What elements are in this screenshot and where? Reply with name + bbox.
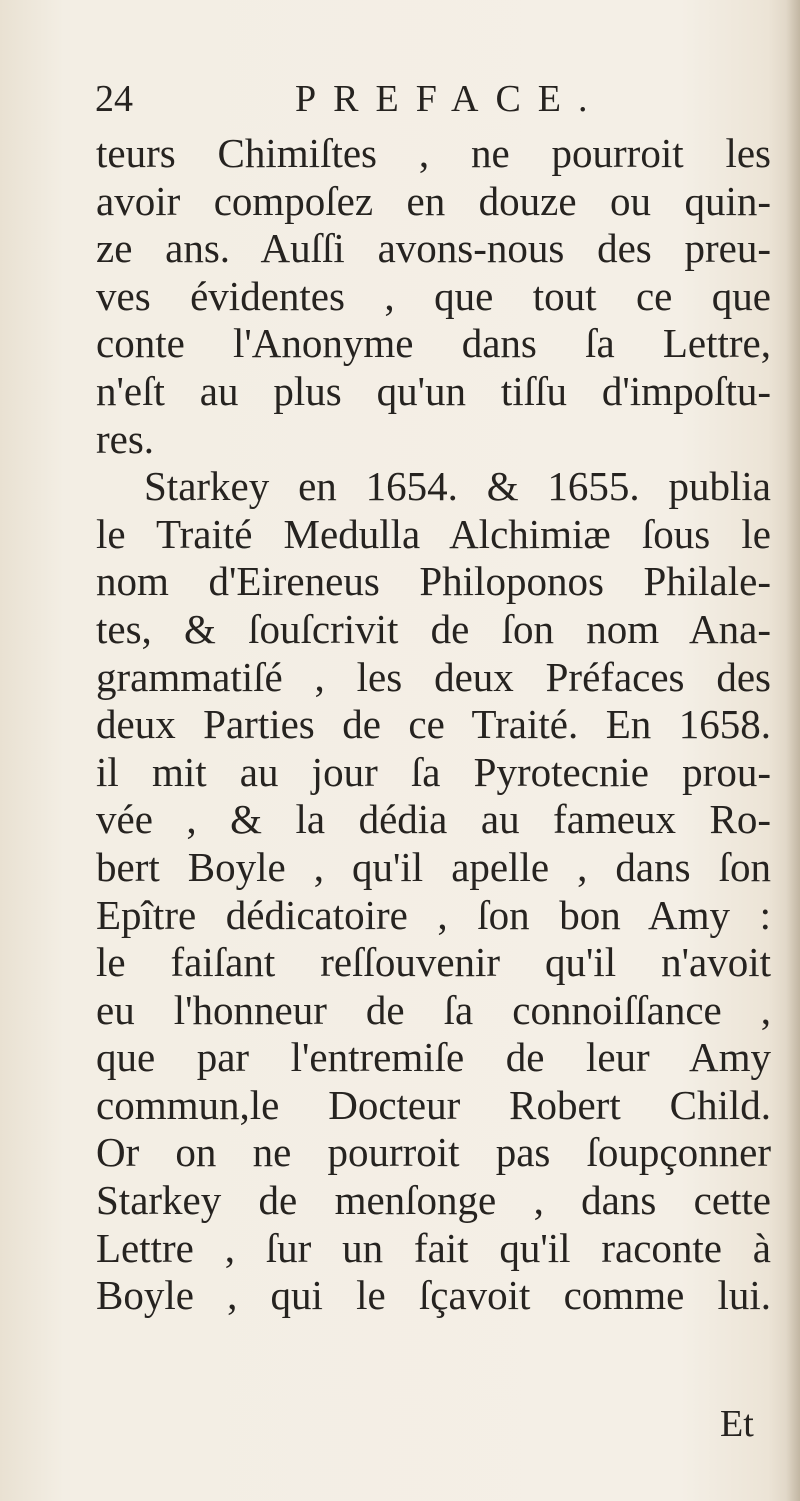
paragraph-first-line: Starkey en 1654. & 1655. publia — [144, 463, 771, 510]
text-line: bert Boyle , qu'il apelle , dans ſon — [96, 843, 771, 890]
text-line: le faiſant reſſouvenir qu'il n'avoit — [96, 939, 771, 986]
text-line: nom d'Eireneus Philoponos Philale- — [96, 558, 771, 605]
text-line: vée , & la dédia au fameux Ro- — [96, 796, 771, 843]
text-line: grammatiſé , les deux Préfaces des — [96, 653, 771, 700]
text-line: Epître dédicatoire , ſon bon Amy : — [96, 891, 771, 938]
text-line: avoir compoſez en douze ou quin- — [96, 177, 771, 224]
text-line: ves évidentes , que tout ce que — [96, 272, 771, 319]
text-line: Or on ne pourroit pas ſoupçonner — [96, 1129, 771, 1176]
text-line: res. — [96, 415, 155, 462]
text-line: Boyle , qui le ſçavoit comme lui. — [96, 1272, 771, 1319]
text-line: teurs Chimiſtes , ne pourroit les — [96, 130, 771, 176]
text-line: que par l'entremiſe de leur Amy — [96, 1034, 771, 1081]
body-text — [96, 130, 771, 1320]
text-line: deux Parties de ce Traité. En 1658. — [96, 701, 771, 748]
page-number: 24 — [95, 78, 133, 120]
text-line: il mit au jour ſa Pyrotecnie prou- — [96, 748, 771, 795]
catchword: Et — [720, 1403, 754, 1445]
text-line: commun,le Docteur Robert Child. — [96, 1081, 771, 1128]
text-line: n'eſt au plus qu'un tiſſu d'impoſtu- — [96, 367, 771, 414]
text-line: tes, & ſouſcrivit de ſon nom Ana- — [96, 605, 771, 652]
text-line: Lettre , ſur un fait qu'il raconte à — [96, 1224, 771, 1271]
page-edge-shadow — [786, 0, 800, 1501]
text-line: le Traité Medulla Alchimiæ ſous le — [96, 510, 771, 557]
text-line: conte l'Anonyme dans ſa Lettre, — [96, 320, 771, 367]
text-line: ze ans. Auſſi avons-nous des preu- — [96, 225, 771, 272]
running-title: PREFACE. — [295, 78, 605, 120]
page-header — [95, 74, 755, 124]
text-line: Starkey de menſonge , dans cette — [96, 1177, 771, 1224]
text-line: eu l'honneur de ſa connoiſſance , — [96, 986, 771, 1033]
